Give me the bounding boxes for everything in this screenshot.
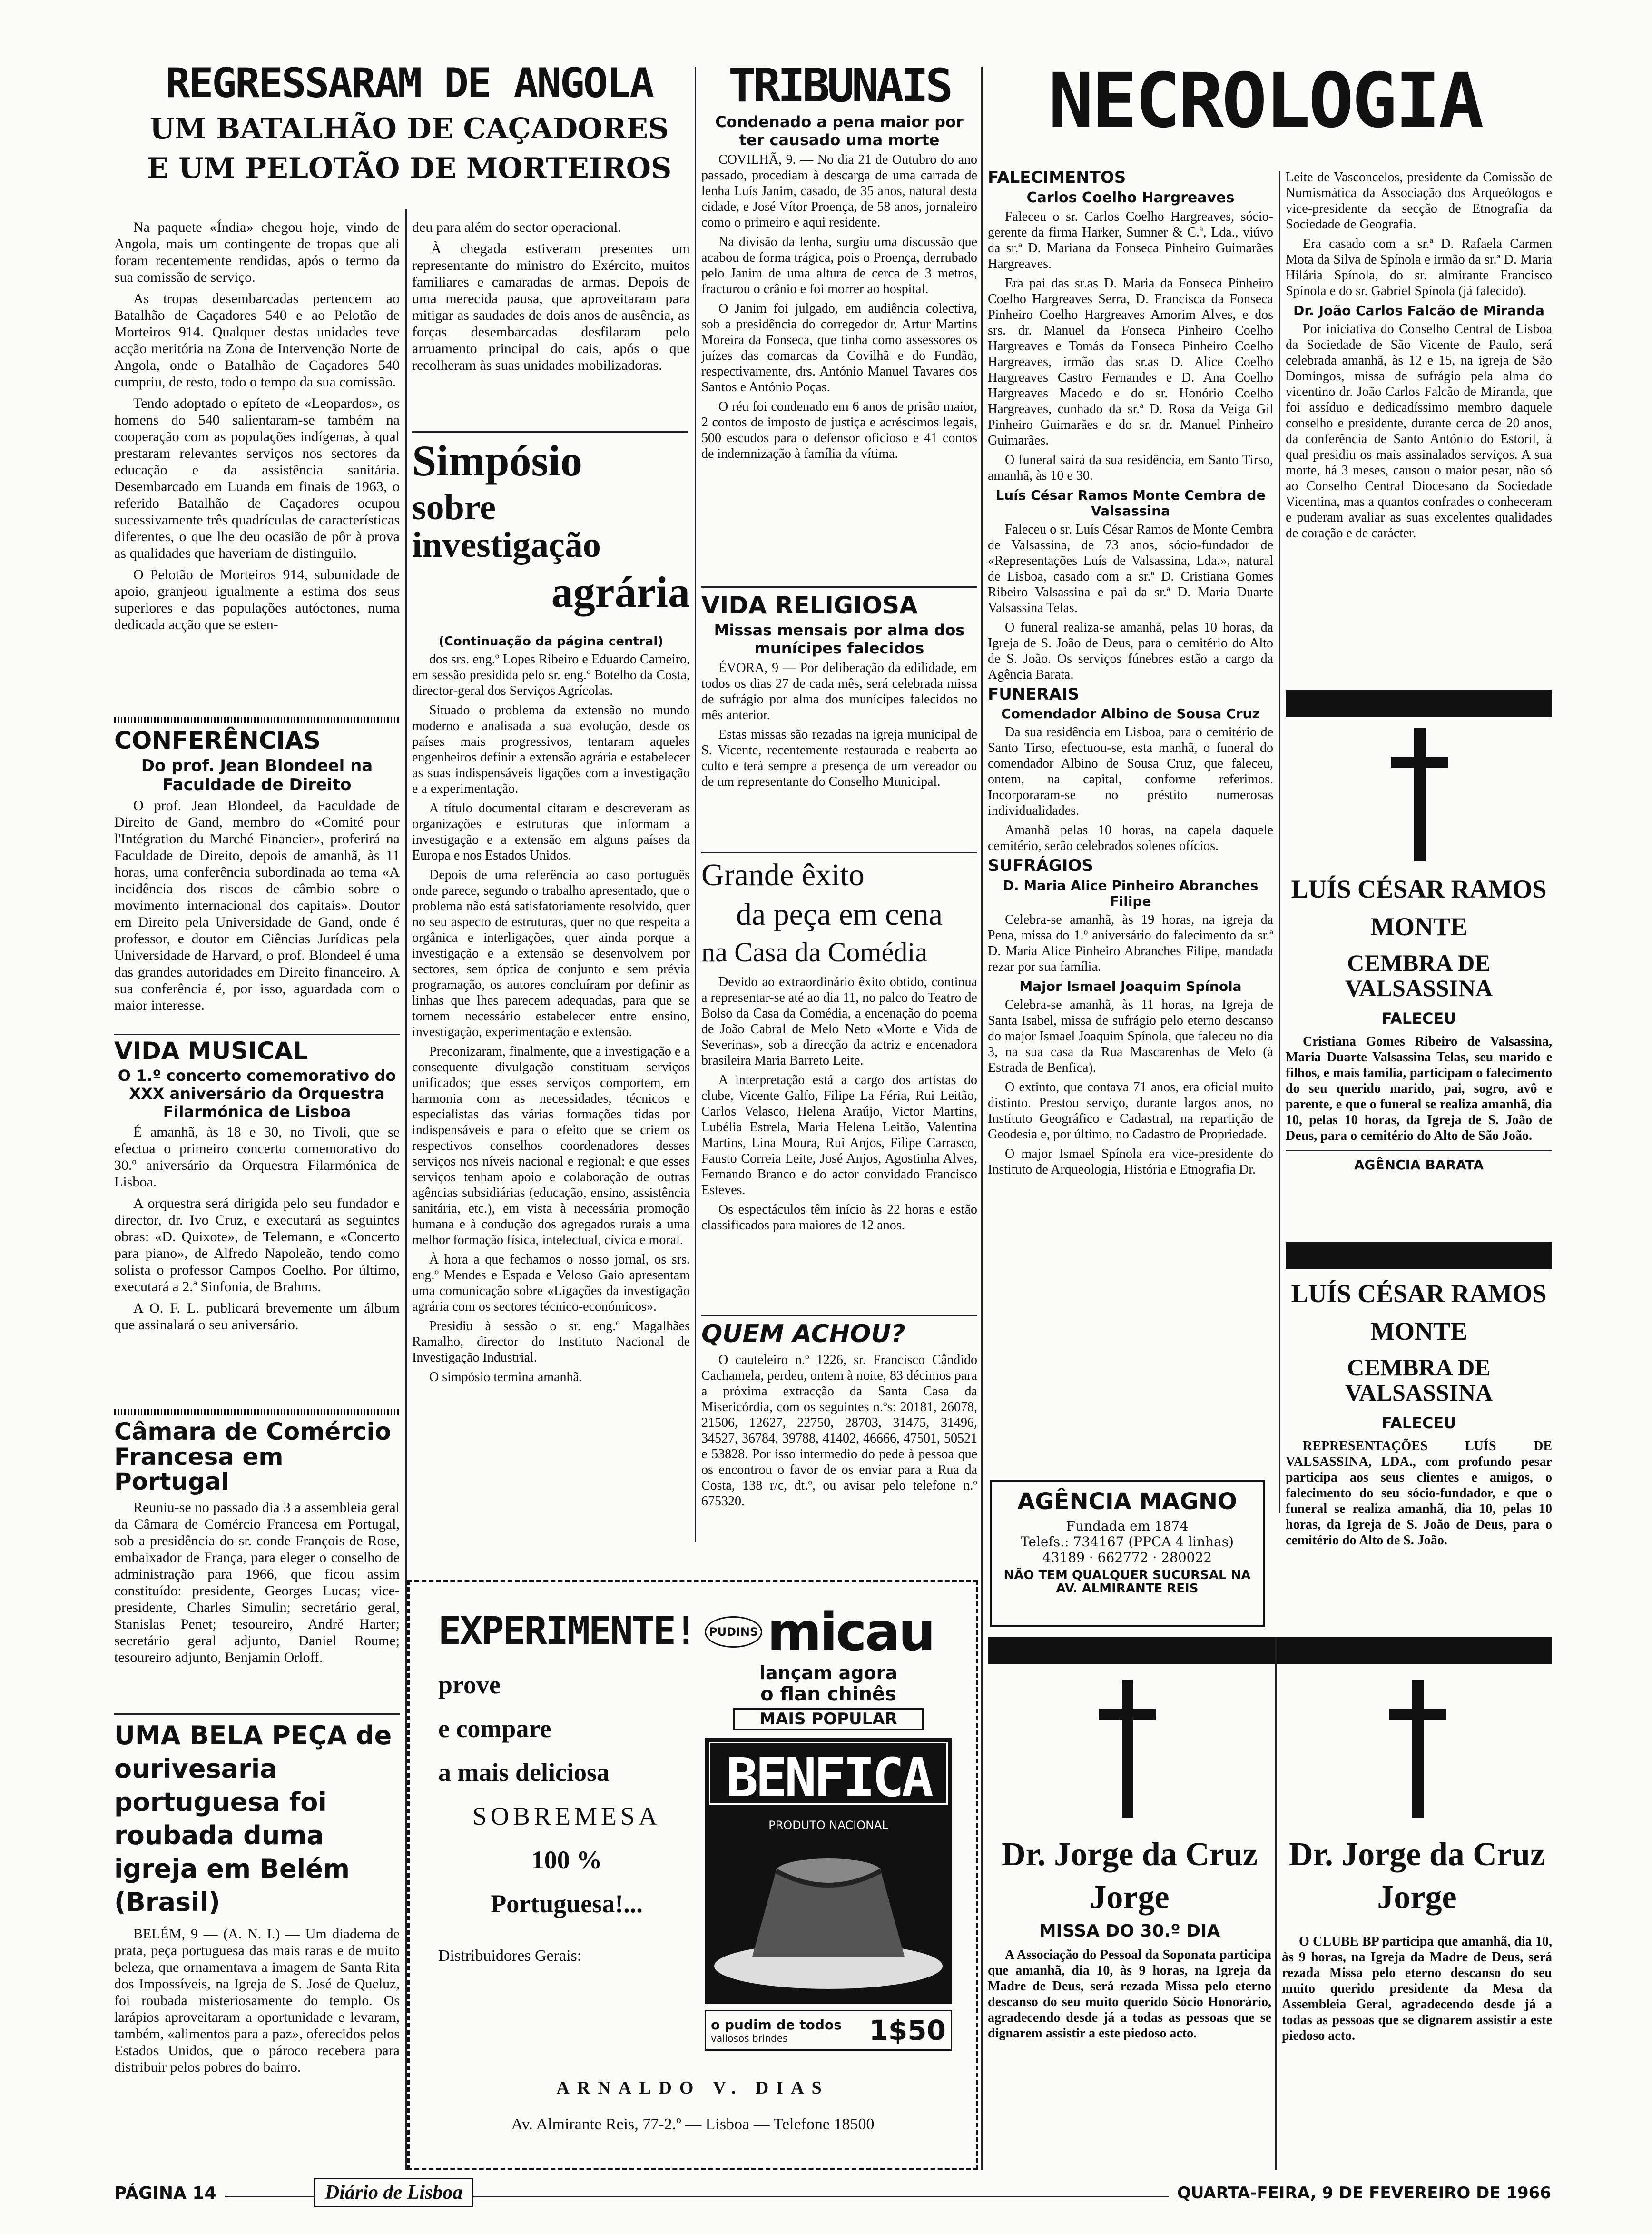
ad-pudins: PUDINS [705,1616,762,1648]
comedia-title2: da peça em cena [736,897,943,932]
comedia-p1: Devido ao extraordinário êxito obtido, continua a representar-se até ao dia 11, no palco do Teatro de Bolso da Casa da Comédia, a encenação do poema de João Cabral de Melo Neto «Morte e Vida de Severinas», sob a direcção da actriz e encenadora brasileira Maria Barreto Leite. [701,975,977,1068]
footer-page-number: PÁGINA 14 [114,2184,225,2203]
obit3-name1: Dr. Jorge da Cruz [1002,1836,1258,1873]
joia-p1: BELÉM, 9 — (A. N. I.) — Um diadema de prata, peça portuguesa das mais raras e de muito beleza, que ornamentava a imagem de Santa Rita dos Impossíveis, na Igreja de S. José de Queluz, foi roubada misteriosamente do templo. Os larápios aproveitaram a oportunidade e levaram, também, «alimentos para a paz», oferecidos pelos Estados Unidos, que o pároco recebera para distribuir pelos pobres do bairro. [114,1926,400,2075]
simposio-continuation: (Continuação da página central) [438,634,664,649]
ad-price: 1$50 [869,2014,946,2046]
n1-p1: Faleceu o sr. Carlos Coelho Hargreaves, sócio-gerente da firma Harker, Sumner & C.ª, Lda., viúvo da sr.ª D. Mariana da Fonseca Pinheiro Guimarães Hargreaves. [988,209,1273,271]
comedia-p3: Os espectáculos têm início às 22 horas e estão classificados para maiores de 12 anos. [701,1202,977,1233]
obit4-name1: Dr. Jorge da Cruz [1289,1836,1545,1873]
camara-article [114,1419,400,1714]
black-bar [1286,1242,1552,1269]
obit2-block [1286,1279,1552,1548]
tribunais-article [701,59,977,585]
comedia-p2: A interpretação está a cargo dos artistas do clube, Vicente Galfo, Filipe La Féria, Rui Leitão, Carlos Velasco, Helena Araújo, Victor Martins, Lubélia Estrela, Maria Helena Leitão, Valentina Martins, Lina Moura, Rui Anjos, Filipe Carrasco, Fausto Correia Leite, José Anjos, Agostinha Alves, Fernando Branco e do actor convidado Francisco Esteves. [701,1073,977,1198]
simposio-p3: A título documental citaram e descreveram as organizações e estruturas que informam a investigação e a extensão em alguns países da Europa e nos Estados Unidos. [412,801,690,863]
column-rule [695,67,696,1542]
tribunais-p4: O réu foi condenado em 6 anos de prisão maior, 2 contos de imposto de justiça e acréscimos legais, 500 escudos para o defensor oficioso e 41 contos de indemnização à família da vítima. [701,399,977,461]
tribunais-sub: Condenado a pena maior por ter causado uma morte [715,112,964,149]
necrologia-col1 [988,168,1273,1515]
cross-icon [1389,1680,1446,1818]
obit2-status: FALECEU [1381,1414,1456,1433]
comedia-title3: na Casa da Comédia [701,936,928,968]
ad-name: ARNALDO V. DIAS [556,2078,829,2098]
ad-l7: Portuguesa!... [491,1889,643,1918]
ad-l2: prove [438,1671,501,1699]
conferencias-article [114,728,400,1033]
angola-p1: Na paquete «Índia» chegou hoje, vindo de Angola, mais um contingente de tropas que ali foram recentemente rendidas, após o termo da sua comissão de serviço. [114,219,400,285]
divider [114,1409,400,1415]
r1: Leite de Vasconcelos, presidente da Comissão de Numismática da Associação dos Arqueólogos e vice-presidente da secção de Etnografia da Sociedade de Geografia. [1286,170,1552,232]
musical-heading: VIDA MUSICAL [114,1037,308,1065]
funerais-heading: FUNERAIS [988,684,1080,704]
micau-advert [407,1580,978,2170]
camara-p1: Reuniu-se no passado dia 3 a assembleia geral da Câmara de Comércio Francesa em Portugal, sob a presidência do sr. conde François de Rose, embaixador de França, para eleger o conselho de administração para 1966, que ficou assim constituído: presidente, Georges Lucas; vice-presidente, Charles Simulin; secretário geral, Stanislas Penet; tesoureiro, André Harter; secretário geral adjunto, Daniel Roume; tesoureiro adjunto, Benjamin Orloff. [114,1499,400,1665]
musical-sub: O 1.º concerto comemorativo do XXX aniversário da Orquestra Filarmónica de Lisboa [118,1066,396,1121]
n2-name: Luís César Ramos Monte Cembra de Valsassina [995,487,1266,519]
n6-p1: Por iniciativa do Conselho Central de Lisboa da Sociedade de São Vicente de Paulo, será celebrada amanhã, às 12 e 15, na igreja de São Domingos, missa de sufrágio pela alma do vicentino dr. João Carlos Falcão de Miranda, que foi assíduo e dedicadíssimo membro daquele conselho e presidente, durante cerca de 20 anos, da conferência de Santo António do Estoril, à qual presidiu os mais assinalados serviços. A sua morte, há 3 meses, causou o maior pesar, não só ao Conselho Central Diocesano da Sociedade Vicentina, mas a quantos confrades o conheceram e puderam avaliar as suas excelentes qualidades de coração e de carácter. [1286,322,1552,541]
simposio-p7: Presidiu à sessão o sr. eng.º Magalhães Ramalho, director do Instituto Nacional de Investigação Industrial. [412,1318,690,1365]
simposio-title2: sobre investigação [412,487,601,565]
conferencias-p1: O prof. Jean Blondeel, da Faculdade de Direito de Gand, membro do «Comité pour l'Intégration du Marché Financier», proferirá na Faculdade de Direito, depois de amanhã, às 11 horas, uma conferência subordinada ao tema «A incidência dos riscos de câmbio sobre o movimento internacional dos capitais». Doutor em Direito pela Universidade de Gand, onde é professor, e doutor em Ciências Jurídicas pela Universidade de Harvard, o prof. Blondeel é uma das grandes autoridades em Direito financeiro. A sua conferência é, por isso, aguardada com o maior interesse. [114,797,400,1013]
obit2-text: REPRESENTAÇÕES LUÍS DE VALSASSINA, LDA., com profundo pesar participa aos seus clientes e amigos, o falecimento do seu sócio-fundador, e que o funeral se realiza amanhã, dia 10, pelas 10 horas, da Igreja de S. João de Deus, para o cemitério do Alto de S. João. [1286,1438,1552,1548]
ad-l5: SOBREMESA [472,1802,661,1830]
r2: Era casado com a sr.ª D. Rafaela Carmen Mota da Silva de Spínola e irmão da sr.ª D. Maria Hilária Spínola, do sr. almirante Francisco Spínola e do sr. Gabriel Spínola (já falecido). [1286,237,1552,298]
obit4-name2: Jorge [1377,1878,1457,1916]
ad-produto: PRODUTO NACIONAL [768,1819,888,1832]
angola-article-col1 [114,219,400,714]
simposio-p1: dos srs. eng.º Lopes Ribeiro e Eduardo Carneiro, em sessão presidida pelo sr. eng.º Botelho da Costa, director-geral dos Serviços Agrícolas. [412,652,690,698]
achou-article [701,1321,977,1573]
angola-p5: deu para além do sector operacional. [412,219,621,235]
achou-heading: QUEM ACHOU? [701,1320,905,1348]
divider [114,1034,400,1035]
obit3-block [988,1837,1271,2170]
obit1-name2: MONTE [1370,912,1467,941]
n5-p2: O extinto, que contava 71 anos, era oficial muito distinto. Prestou serviço, durante largos anos, no Instituto Geográfico e Cadastral, na repartição de Geodesia e, por último, no Cadastro de Propriedade. [988,1080,1273,1142]
column-rule [1279,171,1280,1513]
necrologia-col2 [1286,169,1552,688]
n3-name: Comendador Albino de Sousa Cruz [1001,706,1260,722]
cross-icon [1391,728,1448,861]
n3-p2: Amanhã pelas 10 horas, na capela daquele cemitério, serão celebrados solenes ofícios. [988,823,1273,854]
religiosa-sub: Missas mensais por alma dos munícipes falecidos [714,621,965,657]
simposio-title3: agrária [551,568,690,617]
magno-line2: Telefs.: 734167 (PPCA 4 linhas) [1020,1534,1234,1550]
n4-name: D. Maria Alice Pinheiro Abranches Filipe [1003,878,1259,909]
joia-heading: UMA BELA PEÇA de ourivesaria portuguesa foi roubada duma igreja em Belém (Brasil) [114,1720,392,1917]
obit3-text: A Associação do Pessoal da Soponata participa que amanhã, dia 10, às 9 horas, na Igreja da Madre de Deus, será rezada Missa pelo eterno descanso do seu muito querido Sócio Honorário, agradecendo desde já a todas as pessoas que se dignarem assistir a este piedoso acto. [988,1947,1271,2041]
page-footer [114,2175,1551,2218]
religiosa-article [701,593,977,850]
column-rule [981,67,983,2170]
obit3-name2: Jorge [1090,1878,1170,1916]
obit1-name1: LUÍS CÉSAR RAMOS [1291,875,1547,903]
divider [114,1713,400,1715]
footer-date: QUARTA-FEIRA, 9 DE FEVEREIRO DE 1966 [1169,2184,1551,2203]
column-rule [1275,1637,1277,2170]
ad-tag3: MAIS POPULAR [733,1708,924,1730]
angola-headline: REGRESSARAM DE ANGOLA [165,59,653,107]
ad-dist: Distribuidores Gerais: [438,1947,582,1965]
obit2-name1: LUÍS CÉSAR RAMOS [1291,1279,1547,1308]
n5-p1: Celebra-se amanhã, às 11 horas, na Igreja de Santa Isabel, missa de sufrágio pelo eterno descanso do major Ismael Joaquim Spínola, que faleceu no dia 3, na sua casa da Rua Mascarenhas de Melo (à Estrada de Benfica). [988,998,1273,1076]
ad-product-box [705,1738,952,2004]
simposio-title1: Simpósio [412,436,582,485]
ad-pudim: o pudim de todos [711,2017,842,2033]
magno-line3: 43189 · 662772 · 280022 [1042,1550,1212,1566]
musical-p1: É amanhã, às 18 e 30, no Tivoli, que se efectua o primeiro concerto comemorativo do 30.º aniversário da Orquestra Filarmónica de Lisboa. [114,1124,400,1190]
simposio-p6: À hora a que fechamos o nosso jornal, os srs. eng.º Mendes e Espada e Veloso Gaio apresentam uma comunicação sobre «Ligações da investigação agrária com os sectores técnico-económicos». [412,1252,690,1314]
angola-p4: O Pelotão de Morteiros 914, subunidade de apoio, granjeou igualmente a estima dos seus superiores e das populações autóctones, numa dedicada acção que se esten- [114,567,400,633]
ad-tag2: o flan chinês [760,1683,896,1705]
necrologia-heading: NECROLOGIA [1048,57,1482,145]
angola-sub2: E UM PELOTÃO DE MORTEIROS [147,152,672,186]
angola-article-col2 [412,219,690,428]
obit4-text: O CLUBE BP participa que amanhã, dia 10, às 9 horas, na Igreja da Madre de Deus, será rezada Missa pelo eterno descanso do seu muito querido presidente da Mesa da Assembleia Geral, agradecendo desde já a todas as pessoas que se dignarem assistir a este piedoso acto. [1282,1934,1552,2043]
magno-line1: Fundada em 1874 [1066,1518,1189,1534]
n4-p1: Celebra-se amanhã, às 19 horas, na igreja da Pena, missa do 1.º aniversário do falecimento da sr.ª D. Maria Alice Pinheiro Abranches Filipe, mandada rezar por sua família. [988,912,1273,975]
angola-sub1: UM BATALHÃO DE CAÇADORES [149,112,669,146]
black-bar [1286,690,1552,717]
sufragios-heading: SUFRÁGIOS [988,856,1093,876]
tribunais-heading: TRIBUNAIS [728,59,951,112]
angola-p2: As tropas desembarcadas pertencem ao Batalhão de Caçadores 540 e ao Pelotão de Morteiros 914. Qualquer destas unidades teve acção meritória na Zona de Intervenção Norte de Angola, onde o Batalhão de Caçadores 540 cumpriu, de resto, todo o tempo da sua comissão. [114,291,400,390]
divider [1286,1150,1552,1151]
ad-addr: Av. Almirante Reis, 77-2.º — Lisboa — Telefone 18500 [511,2115,875,2133]
religiosa-p1: ÉVORA, 9 — Por deliberação da edilidade, em todos os dias 27 de cada mês, será celebrada missa de sufrágio por alma dos munícipes falecidos no mês anterior. [701,660,977,722]
cross-icon [1099,1680,1156,1818]
n1-name: Carlos Coelho Hargreaves [1026,189,1235,206]
necrologia-heading-block [988,57,1543,167]
ad-l6: 100 % [531,1846,602,1874]
conferencias-heading: CONFERÊNCIAS [114,727,321,754]
musical-article [114,1038,400,1410]
obit4-block [1282,1837,1552,2170]
camara-heading: Câmara de Comércio Francesa em Portugal [114,1418,392,1495]
ad-brand: micau [767,1601,934,1662]
comedia-title1: Grande êxito [701,858,865,892]
ad-l3: e compare [438,1714,551,1743]
simposio-p4: Depois de uma referência ao caso português onde parece, segundo o trabalho apresentado, que o problema não está satisfatoriamente resolvido, quer no seu aspecto de estruturas, quer no que respeita a orgânica e interligações, quer ainda porque a investigação e a extensão se desenvolvem por sectores, sem óptica de conjunto e sem prévia programação, os autores concluíram por definir as linhas que lhes parecem adequadas, para que se tornem necessário estabelecer entre ensino, investigação, experimentação e extensão. [412,867,690,1039]
column-rule [405,209,407,2170]
simposio-article [412,438,690,1594]
ad-price-strip [705,2010,952,2051]
divider [701,1315,977,1316]
joia-article [114,1719,400,2171]
angola-headline-block [114,59,704,219]
n1-p3: O funeral sairá da sua residência, em Santo Tirso, amanhã, às 10 e 30. [988,452,1273,483]
religiosa-p2: Estas missas são rezadas na igreja municipal de S. Vicente, recentemente restaurada e reaberta ao culto e terá sempre a presença de um vereador ou de um representante do Conselho Municipal. [701,727,977,789]
simposio-p2: Situado o problema da extensão no mundo moderno e analisada a sua evolução, desde os países mais progressivos, tentaram aqueles engenheiros definir a extensão agrária e estabelecer as suas indispensáveis ligações com a investigação e a experimentação. [412,702,690,796]
n1-p2: Era pai das sr.as D. Maria da Fonseca Pinheiro Coelho Hargreaves Serra, D. Francisca da Fonseca Pinheiro Coelho Hargreaves Amorim Alves, e dos srs. dr. Manuel da Fonseca Pinheiro Coelho Hargreaves e Tomás da Fonseca Pinheiro Coelho Hargreaves, irmão das sr.as D. Alice Coelho Hargreaves Castro Fernandes e D. Ana Coelho Hargreaves Macedo e do sr. Honório Coelho Hargreaves, cunhado da sr.ª D. Rosa da Veiga Gil Pinheiro Guimarães e do sr. dr. Manuel Pinheiro Guimarães. [988,276,1273,448]
angola-p3: Tendo adoptado o epíteto de «Leopardos», os homens do 540 salientaram-se também na cooperação com as populações indígenas, à qual prestaram relevantes serviços nos sectores da educação e da assistência sanitária. Desembarcado em Luanda em finais de 1963, o referido Batalhão de Caçadores ocupou sucessivamente três quadrículas de características diferentes, o que lhe deu ocasião de pôr à prova as qualidades que haveriam de distinguilo. [114,395,400,561]
tribunais-p1: COVILHÃ, 9. — No dia 21 de Outubro do ano passado, procediam à descarga de uma carrada de lenha Luís Janim, casado, de 35 anos, natural desta cidade, e José Vítor Proença, de 58 anos, jornaleiro como o primeiro e aqui residente. [701,152,977,230]
ad-tag1: lançam agora [759,1662,898,1683]
divider [701,852,977,853]
obit2-name3: CEMBRA DE VALSASSINA [1345,1354,1493,1406]
angola-p6: À chegada estiveram presentes um representante do ministro do Exército, muitos familiares e camaradas de armas. Depois de uma merecida pausa, que aproveitaram para mitigar as saudades de dois anos de ausência, as forças desembarcadas desfilaram pelo arruamento principal do cais, após o que recolheram às suas unidades mobilizadoras. [412,241,690,373]
n6-name: Dr. João Carlos Falcão de Miranda [1293,303,1544,318]
magno-title: AGÊNCIA MAGNO [1017,1488,1237,1515]
obit1-block [1286,876,1552,1223]
conferencias-sub: Do prof. Jean Blondeel na Faculdade de Direito [141,756,373,794]
obit1-text: Cristiana Gomes Ribeiro de Valsassina, Maria Duarte Valsassina Telas, seu marido e filhos, e mais família, participam o falecimento do seu querido marido, pai, sogro, avô e parente, e que o funeral se realiza amanhã, dia 10, pelas 10 horas, da Igreja de S. João de Deus, para o cemitério do Alto de São João. [1286,1034,1552,1143]
obit2-name2: MONTE [1370,1316,1467,1345]
pudding-icon [705,1833,952,1995]
ad-l1: EXPERIMENTE! [438,1609,696,1653]
tribunais-p3: O Janim foi julgado, em audiência colectiva, sob a presidência do corregedor dr. Artur Martins Moreira da Fonseca, que tinha como assessores os juízes das comarcas da Covilhã e do Fundão, respectivamente, drs. António Manuel Tavares dos Santos e António Poças. [701,301,977,395]
musical-p2: A orquestra será dirigida pelo seu fundador e director, dr. Ivo Cruz, e executará as seguintes obras: «D. Quixote», de Telemann, e «Concerto para piano», de Alfredo Napoleão, tendo como solista o professor Campos Coelho. Por último, executará a 2.ª Sinfonia, de Brahms. [114,1195,400,1295]
magno-box [990,1480,1265,1627]
footer-paper-name: Diário de Lisboa [314,2178,473,2207]
divider [412,431,688,433]
ad-brindes: valiosos brindes [711,2032,788,2044]
ad-product-panel [705,1601,952,2046]
obit3-sub: MISSA DO 30.º DIA [1039,1921,1220,1941]
ad-l4: a mais deliciosa [438,1758,610,1787]
obit1-status: FALECEU [1381,1009,1456,1028]
comedia-article [701,859,977,1339]
tribunais-p2: Na divisão da lenha, surgiu uma discussão que acabou de forma trágica, pois o Proença, derrubado pelo Janim de uma altura de cerca de 3 metros, fracturou o crânio e foi morrer ao hospital. [701,234,977,297]
n3-p1: Da sua residência em Lisboa, para o cemitério de Santo Tirso, efectuou-se, esta manhã, o funeral do comendador Albino de Sousa Cruz, que faleceu, ontem, na capital, conforme referimos. Incorporaram-se no préstito numerosas individualidades. [988,725,1273,819]
falecimentos-heading: FALECIMENTOS [988,168,1126,187]
n2-p2: O funeral realiza-se amanhã, pelas 10 horas, da Igreja de S. João de Deus, para o cemitério do Alto de S. João. Os serviços fúnebres estão a cargo da Agência Barata. [988,620,1273,682]
black-bar [988,1637,1552,1664]
ad-benfica: BENFICA [705,1738,952,1809]
obit1-name3: CEMBRA DE VALSASSINA [1345,949,1493,1001]
divider [114,717,400,723]
simposio-p5: Preconizaram, finalmente, que a investigação e a consequente divulgação constituam serviços unificados; que esses serviços comportem, em harmonia com as necessidades, técnicos e especialistas das várias formações tidas por indispensáveis e para o efeito que se criem os respectivos conselhos coordenadores desses serviços nos níveis nacional e regional; e que esses serviços tenham apoio e colaboração de outras agências subsidiárias (educação, ensino, assistência sanitária, etc.), em vista à necessária promoção humana e à condução dos agregados rurais a uma melhor formação física, intelectual, cívica e moral. [412,1044,690,1247]
magno-line4: NÃO TEM QUALQUER SUCURSAL NA AV. ALMIRANTE REIS [1003,1568,1251,1596]
musical-p3: A O. F. L. publicará brevemente um álbum que assinalará o seu aniversário. [114,1300,400,1333]
divider [701,586,977,588]
achou-p1: O cauteleiro n.º 1226, sr. Francisco Cândido Cachamela, perdeu, ontem à noite, 83 décimos para a próxima extracção da Santa Casa da Misericórdia, com os seguintes n.ºs: 20181, 26078, 21506, 12627, 22750, 28703, 31475, 31496, 34527, 36784, 39788, 41402, 46666, 47501, 50521 e 53828. Por isso intermedio do pede à pessoa que os encontrou o favor de os enviar para a Rua da Costa, 138 r/c, dt.º, ou avisar pelo telefone n.º 675320. [701,1352,977,1509]
n5-p3: O major Ismael Spínola era vice-presidente do Instituto de Arqueologia, História e Etnografia Dr. [988,1147,1273,1177]
n5-name: Major Ismael Joaquim Spínola [1019,979,1242,995]
obit1-agency: AGÊNCIA BARATA [1354,1157,1484,1173]
religiosa-heading: VIDA RELIGIOSA [701,592,918,619]
simposio-p8: O simpósio termina amanhã. [429,1369,582,1384]
n2-p1: Faleceu o sr. Luís César Ramos de Monte Cembra de Valsassina, de 73 anos, sócio-fundador de «Representações Luís de Valsassina, Lda.», natural de Lisboa, casado com a sr.ª D. Cristiana Gomes Ribeiro Valsassina e pai da sr.ª D. Maria Duarte Valsassina Telas. [988,522,1273,615]
